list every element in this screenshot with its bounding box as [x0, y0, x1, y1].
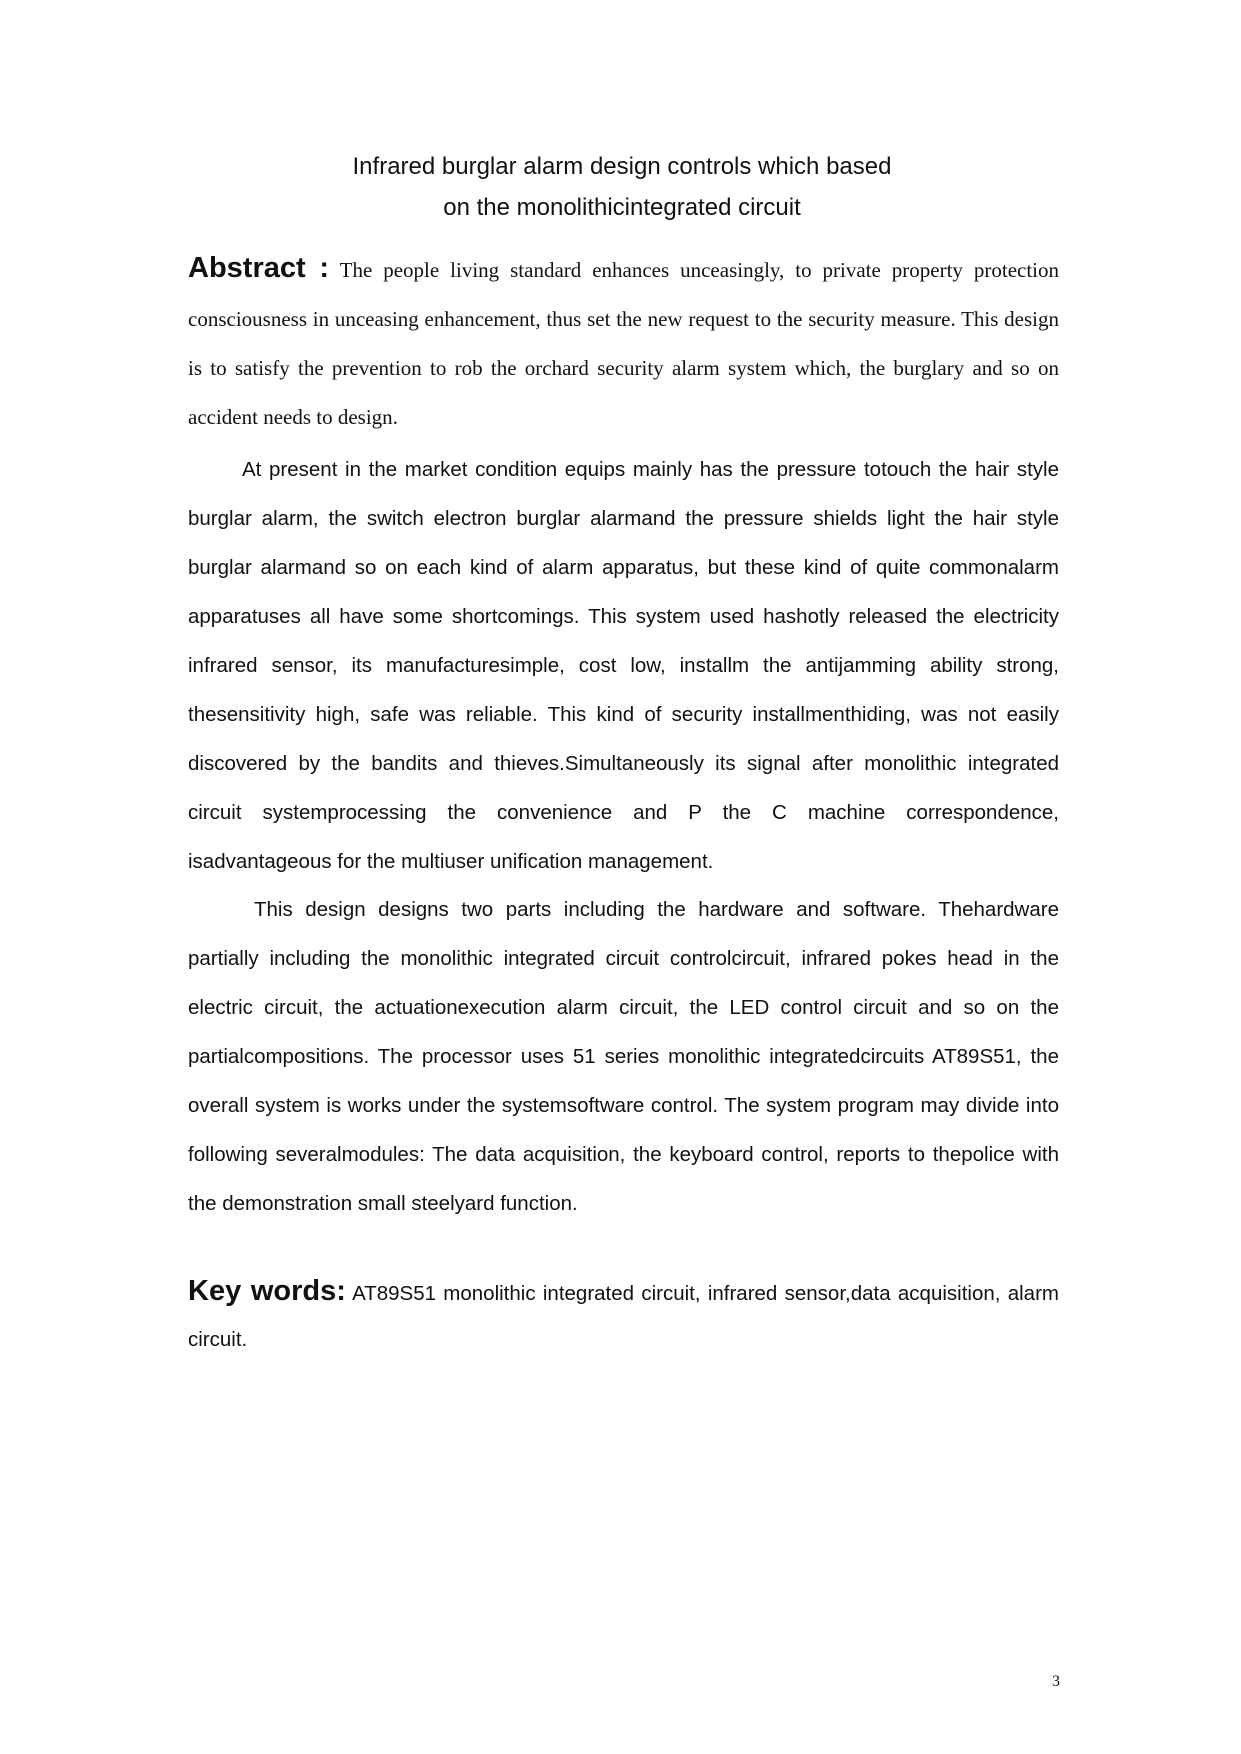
- body-paragraph-2: This design designs two parts including the hardware and software. Thehardware partially including the monolithic integrated circuit controlcircuit, infrared pokes head in the electric circuit, the actuationexecution alarm circuit, the LED control circuit and so on the partialcompositions. The processor uses 51 series monolithic integratedcircuits AT89S51, the overall system is works under the systemsoftware control. The system program may divide into following severalmodules: The data acquisition, the keyboard control, reports to thepolice with the demonstration small steelyard function.: [188, 898, 1059, 1215]
- abstract-paragraph: [188, 244, 1059, 442]
- title-line-1: Infrared burglar alarm design controls which based: [352, 153, 892, 180]
- keywords-label: Key words:: [188, 1275, 346, 1307]
- abstract-text: The people living standard enhances unceasingly, to private property protection consciousness in unceasing enhancement, thus set the new request to the security measure. This design is to satisfy the prevention to rob the orchard security alarm system which, the burglary and so on accident needs to design.: [188, 258, 1060, 429]
- abstract-label: Abstract :: [188, 252, 330, 284]
- title-line-2: on the monolithicintegrated circuit: [443, 194, 801, 221]
- keywords-paragraph: [188, 1268, 1059, 1363]
- page-number: 3: [1052, 1673, 1060, 1690]
- document-title: [188, 146, 1056, 228]
- keywords-text: AT89S51 monolithic integrated circuit, infrared sensor,data acquisition, alarm circuit.: [188, 1282, 1059, 1351]
- body-paragraph-1: At present in the market condition equips mainly has the pressure totouch the hair style burglar alarm, the switch electron burglar alarmand the pressure shields light the hair style burglar alarmand so on each kind of alarm apparatus, but these kind of quite commonalarm apparatuses all have some shortcomings. This system used hashotly released the electricity infrared sensor, its manufacturesimple, cost low, installm the antijamming ability strong, thesensitivity high, safe was reliable. This kind of security installmenthiding, was not easily discovered by the bandits and thieves.Simultaneously its signal after monolithic integrated circuit systemprocessing the convenience and P the C machine correspondence, isadvantageous for the multiuser unification management.: [188, 458, 1059, 873]
